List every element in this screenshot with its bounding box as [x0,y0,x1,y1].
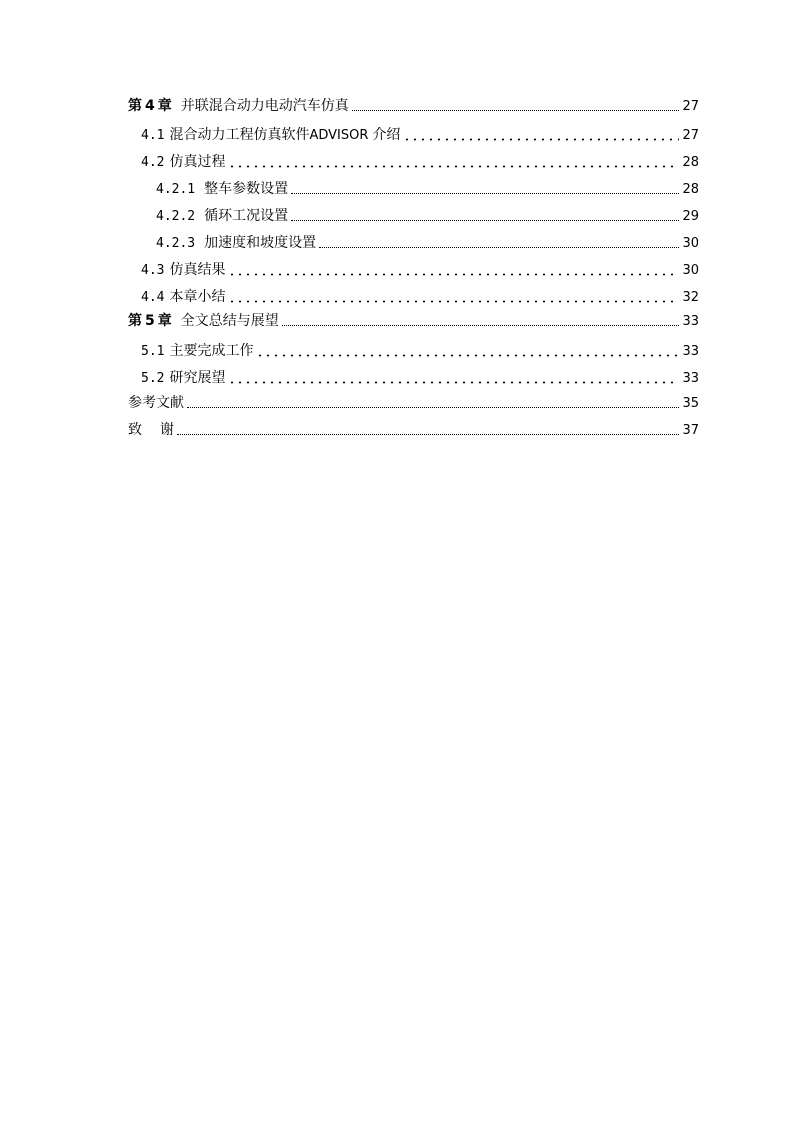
page-number: 27 [682,128,699,143]
page-number: 27 [682,99,699,114]
section-number: 4.4 [141,290,165,305]
toc-entry-title-part: 混合动力工程仿真软件 [169,127,310,143]
section-number: 4.1 [141,128,165,143]
toc-entry-5-2[interactable] [128,368,699,388]
chapter-suffix: 章 [157,313,172,329]
dot-leader [291,219,679,221]
toc-entry-chapter-4[interactable] [128,96,699,116]
chapter-prefix: 第 [128,98,142,114]
dot-leader [256,354,679,357]
page-number: 37 [682,423,699,438]
dot-leader [187,406,679,408]
toc-entry-4-4[interactable] [128,287,699,307]
chapter-prefix: 第 [128,313,142,329]
toc-entry-4-3[interactable] [128,260,699,280]
toc-entry-title-part: 介绍 [372,127,401,143]
toc-entry-4-2-1[interactable] [128,179,699,199]
toc-entry-title: 循环工况设置 [204,208,289,224]
toc-entry-title: 整车参数设置 [204,181,289,197]
dot-leader [177,433,679,435]
dot-leader [319,246,679,248]
toc-entry-5-1[interactable] [128,341,699,361]
dot-leader [228,300,679,303]
page-number: 35 [682,396,699,411]
dot-leader [403,138,679,141]
toc-entry-title: 全文总结与展望 [180,313,279,329]
page-number: 28 [682,155,699,170]
chapter-number: 4 [145,98,155,114]
toc-entry-4-2-3[interactable] [128,233,699,253]
toc-entry-4-2[interactable] [128,152,699,172]
toc-entry-4-2-2[interactable] [128,206,699,226]
toc-entry-title: 主要完成工作 [169,343,254,359]
page-number: 28 [682,182,699,197]
toc-entry-title: 加速度和坡度设置 [204,235,317,251]
toc-entry-title: 仿真过程 [169,154,226,170]
dot-leader [228,165,679,168]
dot-leader [282,324,680,326]
section-number: 4.3 [141,263,165,278]
toc-entry-chapter-5[interactable] [128,311,699,331]
dot-leader [291,192,679,194]
section-number: 5.2 [141,371,165,386]
section-number: 4.2.2 [156,209,196,224]
page-number: 33 [682,344,699,359]
dot-leader [228,273,679,276]
dot-leader [352,109,680,111]
dot-leader [228,381,679,384]
toc-entry-title: 仿真结果 [169,262,226,278]
toc-entry-4-1[interactable] [128,125,699,145]
chapter-number: 5 [145,313,155,329]
toc-entry-title: 并联混合动力电动汽车仿真 [180,98,349,114]
toc-entry-title-part: 致 [128,422,142,438]
toc-entry-title: 研究展望 [169,370,226,386]
page-number: 33 [682,314,699,329]
toc-entry-acknowledgements[interactable] [128,420,699,440]
section-number: 4.2.3 [156,236,196,251]
toc-entry-title-part: ADVISOR [309,128,369,143]
page-number: 33 [682,371,699,386]
section-number: 4.2 [141,155,165,170]
page-number: 29 [682,209,699,224]
page-number: 32 [682,290,699,305]
toc-entry-title: 参考文献 [128,395,184,411]
chapter-suffix: 章 [157,98,172,114]
toc-entry-title-part: 谢 [160,422,174,438]
section-number: 5.1 [141,344,165,359]
page-number: 30 [682,263,699,278]
section-number: 4.2.1 [156,182,196,197]
toc-entry-title: 本章小结 [169,289,226,305]
page-number: 30 [682,236,699,251]
toc-entry-references[interactable] [128,393,699,413]
